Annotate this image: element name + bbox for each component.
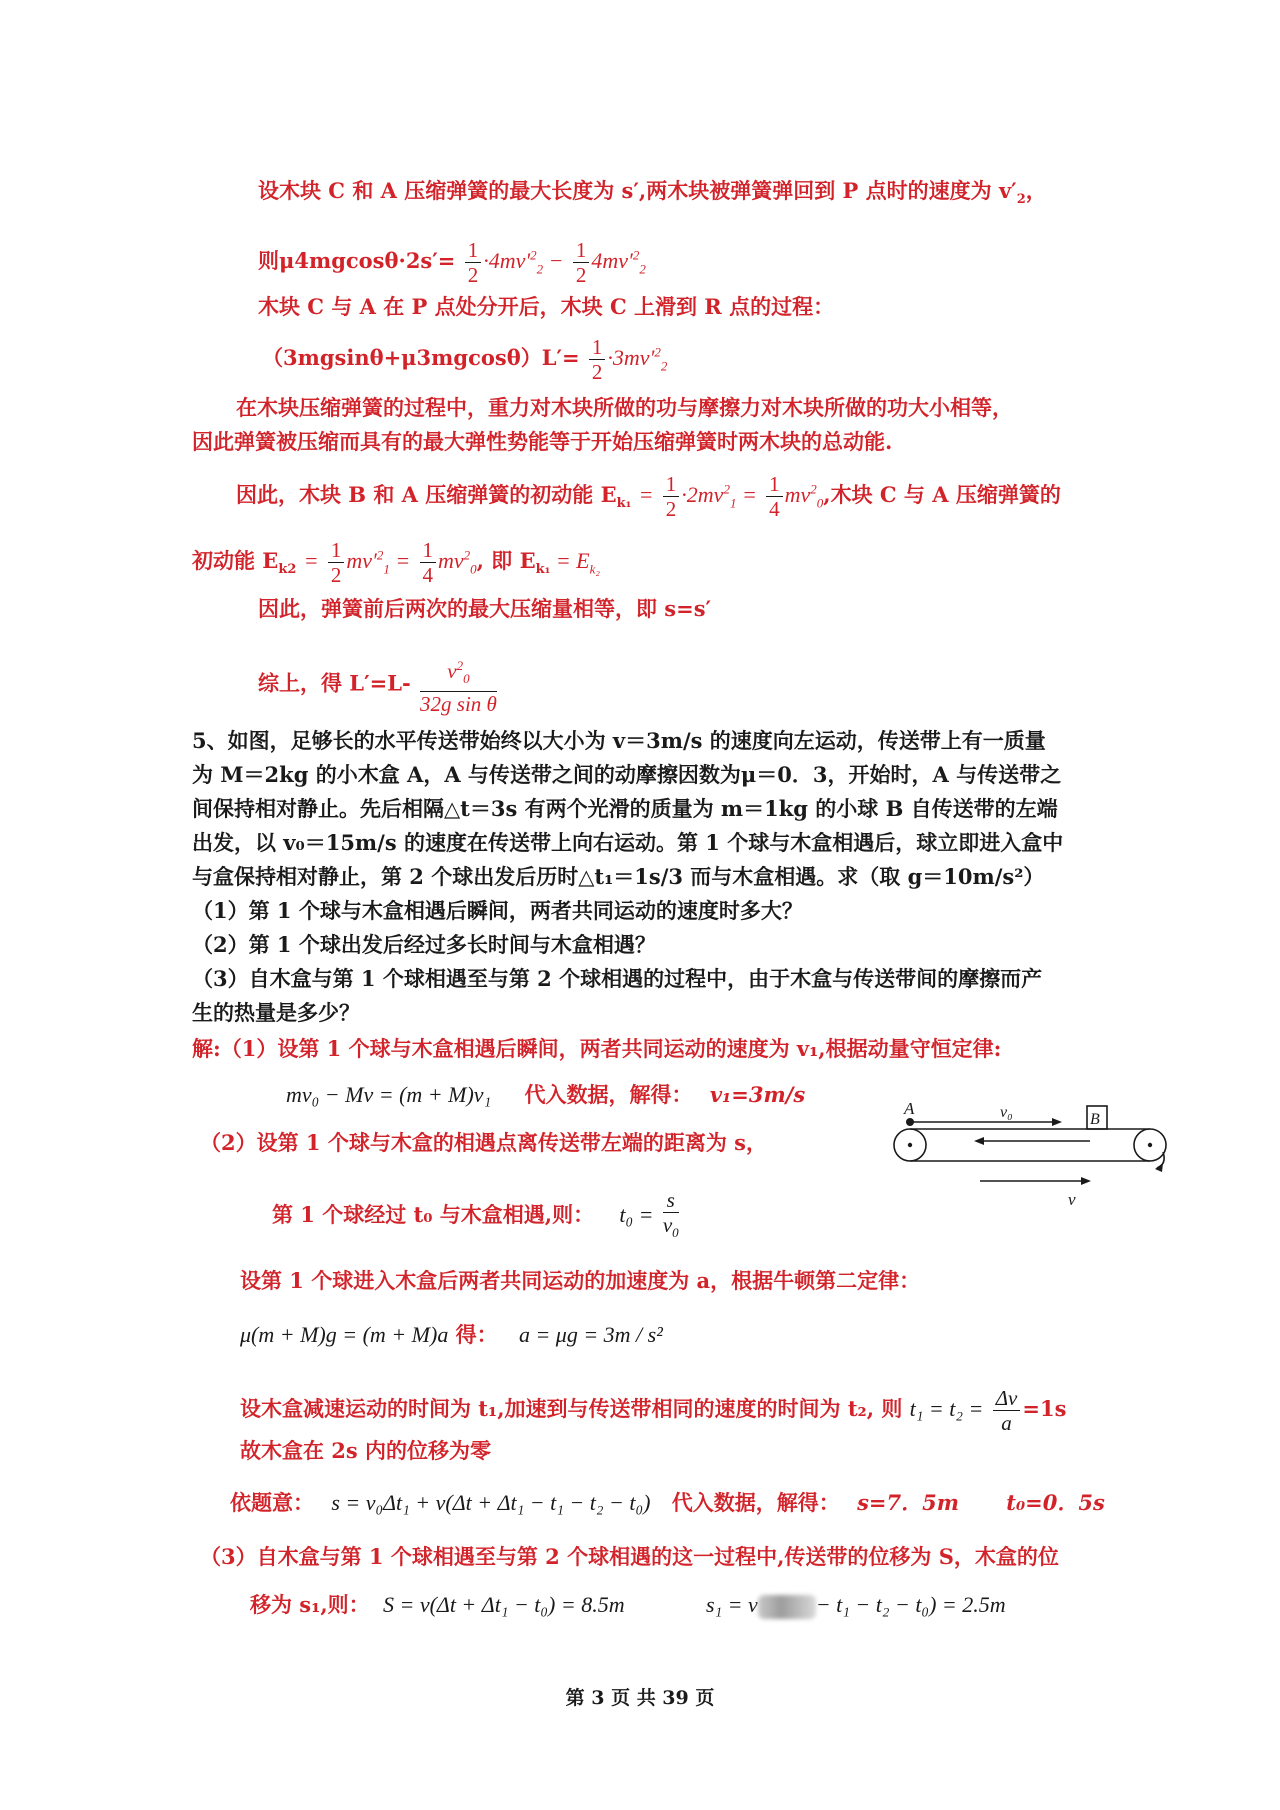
solution-line-9: 依题意： s = v₀Δt₁ + v(Δt + Δt₁ − t₁ − t₂ − t₀) 代入数据，解得： s=7．5m t₀=0．5s xyxy=(230,1490,1105,1515)
line-8-text-a: 初动能 E xyxy=(192,548,279,573)
text-line-3 xyxy=(258,292,834,322)
fraction-half: $\frac{1}{2}$ xyxy=(589,335,606,384)
solution-line-4: 第 1 个球经过 t₀ 与木盒相遇,则： t₀ = $\frac{s}{v_0}$ xyxy=(272,1188,681,1245)
label-a: A xyxy=(904,1100,915,1118)
line-2-text: 则μ4mgcosθ·2s′= xyxy=(258,248,456,273)
line-8-text-b: , 即 E xyxy=(476,548,536,573)
fraction-half: $\frac{1}{2}$ xyxy=(465,238,482,287)
solution-line-10: （3）自木盒与第 1 个球相遇至与第 2 个球相遇的这一过程中,传送带的位移为 S，木盒的位 xyxy=(200,1544,1059,1569)
text-line-8: 初动能 $E_{k2}$ = $\frac{1}{2}$ $mv'^2_1$ = $\frac{1}{4}$ $mv^2_0$, 即 $E_{k_1} = E_{k_2}$ xyxy=(192,538,600,587)
solution-line-5: 设第 1 个球进入木盒后两者共同运动的加速度为 a，根据牛顿第二定律： xyxy=(240,1268,921,1293)
problem-line-4: 出发，以 v₀＝15m/s 的速度在传送带上向右运动。第 1 个球与木盒相遇后，球立即进入盒中 xyxy=(192,830,1064,855)
solution-line-8: 故木盒在 2s 内的位移为零 xyxy=(240,1438,492,1463)
text-line-2: 则μ4mgcosθ·2s′= $\frac{1}{2}$ $\cdot 4mv'^2_2$ − $\frac{1}{2}$ $4mv'^2_2$ xyxy=(258,238,646,287)
solution-line-3: （2）设第 1 个球与木盒的相遇点离传送带左端的距离为 s， xyxy=(200,1130,767,1155)
text-line-9 xyxy=(258,594,711,624)
line-3-text: 木块 C 与 A 在 P 点处分开后，木块 C 上滑到 R 点的过程： xyxy=(258,294,835,319)
line-1-text: 设木块 C 和 A 压缩弹簧的最大长度为 s′,两木块被弹簧弹回到 P 点时的速度为 v′ xyxy=(258,178,1017,203)
line-7-text-b: ,木块 C 与 A 压缩弹簧的 xyxy=(823,482,1061,507)
fraction-dv-over-a: $\frac{\Delta v}{a}$ xyxy=(993,1386,1021,1435)
text-line-5 xyxy=(236,393,1013,423)
label-b: B xyxy=(1090,1111,1100,1128)
line-7-text-a: 因此，木块 B 和 A 压缩弹簧的初动能 E xyxy=(236,482,617,507)
question-2: （2）第 1 个球出发后经过多长时间与木盒相遇？ xyxy=(192,932,656,957)
text-line-7: 因此，木块 B 和 A 压缩弹簧的初动能 $E_{k_1}$ = $\frac{1}{2}$ $\cdot 2mv^2_1$ = $\frac{1}{4}$ $mv^2_0$,木块 C 与 A 压缩弹簧的 xyxy=(236,472,1061,521)
question-3b: 生的热量是多少？ xyxy=(192,1000,360,1025)
fraction-v0-squared: $\frac{v^2_0}{\text{32g sin θ}}$ xyxy=(420,654,497,716)
solution-line-1: 解:（1）设第 1 个球与木盒相遇后瞬间，两者共同运动的速度为 v₁,根据动量守恒定律: xyxy=(192,1036,1002,1061)
text-line-6 xyxy=(192,427,892,457)
solution-line-7: 设木盒减速运动的时间为 t₁,加速到与传送带相同的速度的时间为 t₂, 则 t₁ = t₂ = $\frac{\Delta v}{a}$ =1s xyxy=(240,1386,1067,1435)
solution-line-11: 移为 s₁,则： S = v(Δt + Δt₁ − t₀) = 8.5m s₁ = v − t₁ − t₂ − t₀) = 2.5m xyxy=(250,1592,1006,1617)
momentum-equation: mv₀ − Mv = (m + M)v₁ xyxy=(286,1082,492,1107)
blurred-region xyxy=(758,1595,816,1619)
label-v0: v₀ xyxy=(1000,1104,1013,1121)
ball-a xyxy=(906,1118,914,1126)
solution-line-2: mv₀ − Mv = (m + M)v₁ 代入数据，解得： v₁=3m/s xyxy=(286,1082,806,1107)
question-3a: （3）自木盒与第 1 个球相遇至与第 2 个球相遇的过程中，由于木盒与传送带间的摩擦而产 xyxy=(192,966,1043,991)
problem-line-2: 为 M＝2kg 的小木盒 A，A 与传送带之间的动摩擦因数为μ＝0．3，开始时，A 与传送带之 xyxy=(192,762,1062,787)
text-line-4: （3mgsinθ+μ3mgcosθ）L′= $\frac{1}{2}$ $\cdot 3mv'^2_2$ xyxy=(262,335,668,384)
problem-line-5: 与盒保持相对静止，第 2 个球出发后历时△t₁＝1s/3 而与木盒相遇。求（取 g＝10m/s²） xyxy=(192,864,1045,889)
line-9-text: 因此，弹簧前后两次的最大压缩量相等，即 s=s′ xyxy=(258,596,712,621)
fraction-quarter: $\frac{1}{4}$ xyxy=(420,538,437,587)
page-number: 第 3 页 共 39 页 xyxy=(565,1687,715,1709)
line-6-text: 因此弹簧被压缩而具有的最大弹性势能等于开始压缩弹簧时两木块的总动能. xyxy=(192,429,893,454)
problem-line-1: 5、如图，足够长的水平传送带始终以大小为 v＝3m/s 的速度向左运动，传送带上有一质量 xyxy=(192,728,1046,753)
fraction-half: $\frac{1}{2}$ xyxy=(663,472,680,521)
line-5-text: 在木块压缩弹簧的过程中，重力对木块所做的功与摩擦力对木块所做的功大小相等， xyxy=(236,395,1013,420)
text-line-10 xyxy=(258,654,499,716)
line-10-text: 综上，得 L′=L- xyxy=(258,670,411,696)
fraction-quarter: $\frac{1}{4}$ xyxy=(766,472,783,521)
fraction-half: $\frac{1}{2}$ xyxy=(328,538,345,587)
line-4-text: （3mgsinθ+μ3mgcosθ）L′= xyxy=(262,345,580,370)
answer-v1: v₁=3m/s xyxy=(709,1082,806,1107)
label-v: v xyxy=(1068,1190,1076,1209)
text-line-1: 设木块 C 和 A 压缩弹簧的最大长度为 s′,两木块被弹簧弹回到 P 点时的速度为 $v'_2$， xyxy=(258,178,1047,208)
conveyor-diagram xyxy=(880,1100,1180,1218)
fraction-s-over-v0: $\frac{s}{v_0}$ xyxy=(662,1188,679,1241)
fraction-half: $\frac{1}{2}$ xyxy=(573,238,590,287)
problem-line-3: 间保持相对静止。先后相隔△t＝3s 有两个光滑的质量为 m＝1kg 的小球 B 自传送带的左端 xyxy=(192,796,1058,821)
solution-line-6: μ(m + M)g = (m + M)a 得： a = μg = 3m / s² xyxy=(240,1322,663,1347)
question-1: （1）第 1 个球与木盒相遇后瞬间，两者共同运动的速度时多大？ xyxy=(192,898,803,923)
